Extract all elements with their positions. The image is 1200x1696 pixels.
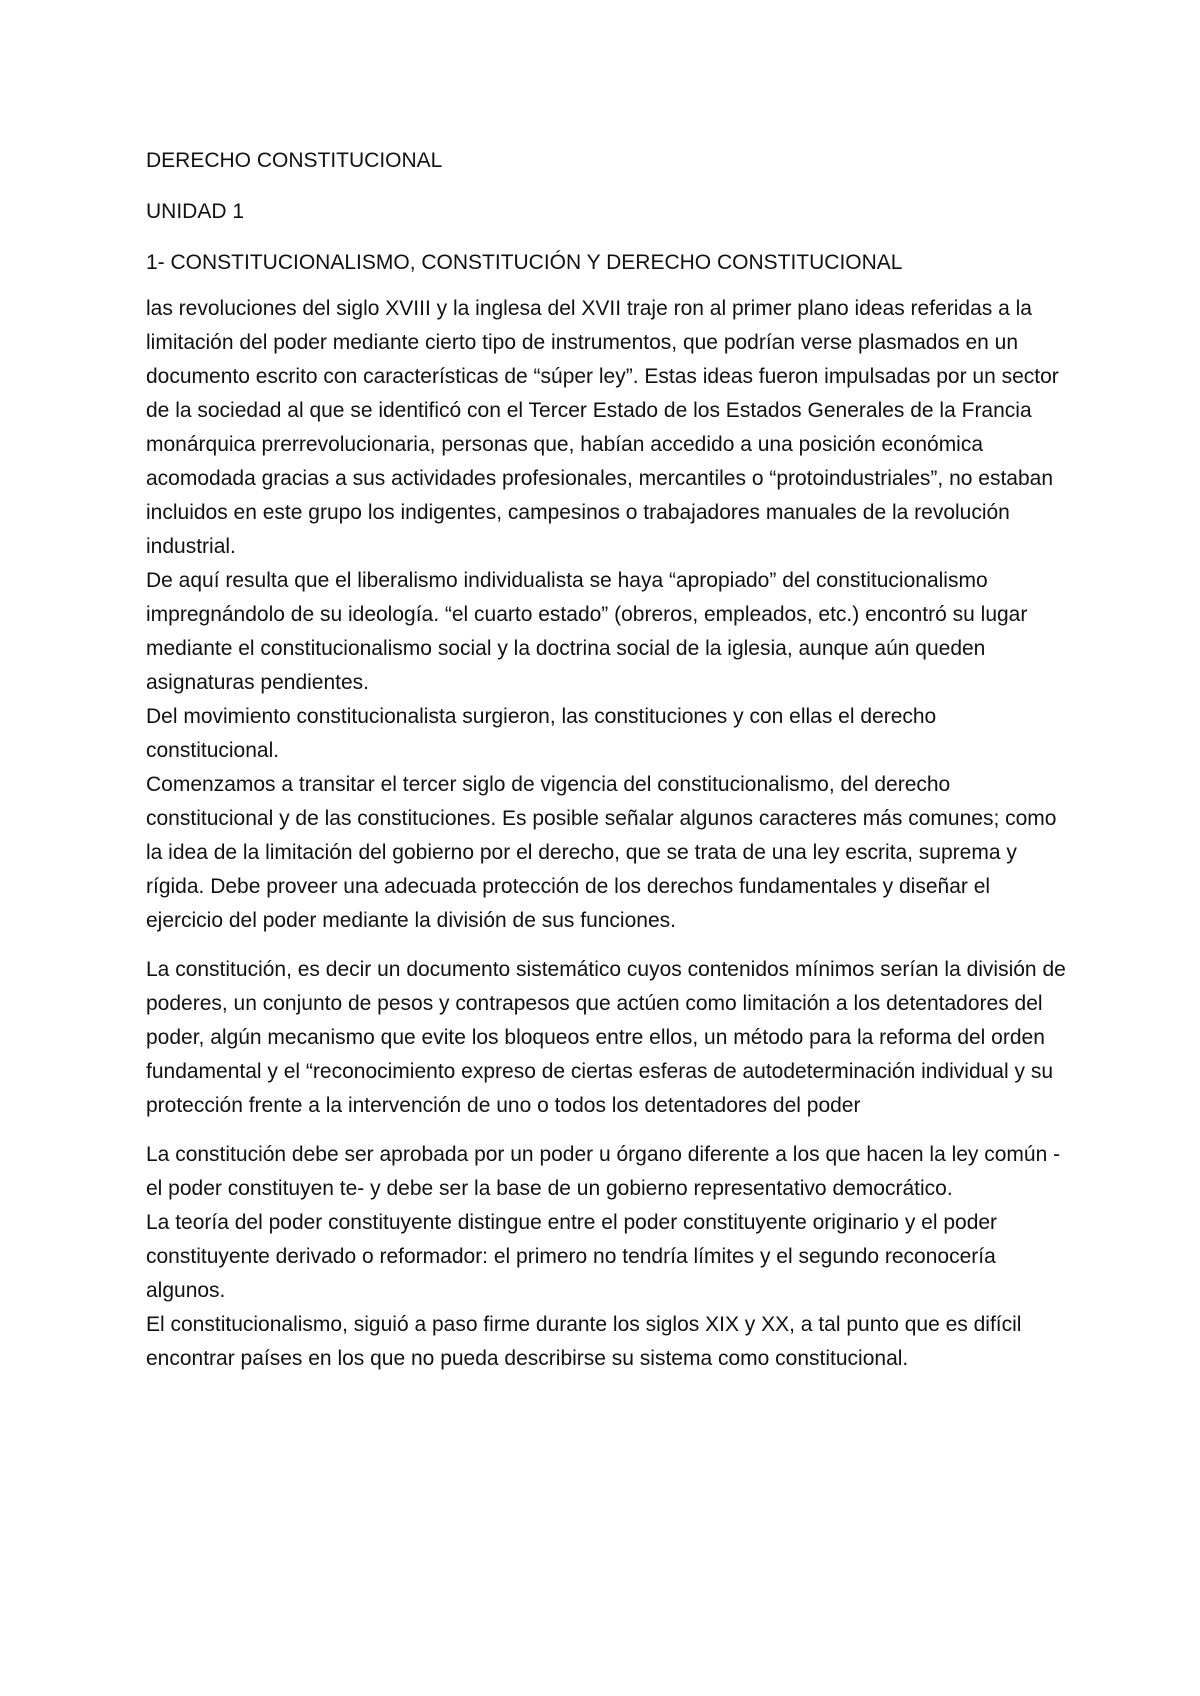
- paragraph-liberalismo: De aquí resulta que el liberalismo individualista se haya “apropiado” del constitucionalismo impregnándolo de su ideología. “el cuarto estado” (obreros, empleados, etc.) encontró su lugar mediante el constitucionalismo social y la doctrina social de la iglesia, aunque aún queden asignaturas pendientes.: [146, 569, 1028, 694]
- paragraph-tercer-siglo: Comenzamos a transitar el tercer siglo de vigencia del constitucionalismo, del derecho constitucional y de las constituciones. Es posible señalar algunos caracteres más comunes; como la idea de la limitación del gobierno por el derecho, que se trata de una ley escrita, suprema y rígida. Debe proveer una adecuada protección de los derechos fundamentales y diseñar el ejercicio del poder mediante la división de sus funciones.: [146, 773, 1057, 932]
- unit-heading: UNIDAD 1: [146, 200, 245, 223]
- paragraph-poder-constituyente: La teoría del poder constituyente distingue entre el poder constituyente originario y el poder constituyente derivado o reformador: el primero no tendría límites y el segundo reconocería algunos.: [146, 1211, 998, 1302]
- section-heading: 1- CONSTITUCIONALISMO, CONSTITUCIÓN Y DERECHO CONSTITUCIONAL: [146, 251, 903, 274]
- paragraph-siglos-xix-xx: El constitucionalismo, siguió a paso firme durante los siglos XIX y XX, a tal punto que es difícil encontrar países en los que no pueda describirse su sistema como constitucional.: [146, 1313, 1022, 1370]
- paragraph-constitucion-aprobada: La constitución debe ser aprobada por un poder u órgano diferente a los que hacen la ley común -el poder constituyen te- y debe ser la base de un gobierno representativo democrático.: [146, 1143, 1061, 1200]
- paragraph-revoluciones: las revoluciones del siglo XVIII y la inglesa del XVII traje ron al primer plano ideas referidas a la limitación del poder mediante cierto tipo de instrumentos, que podrían verse plasmados en un documento escrito con características de “súper ley”. Estas ideas fueron impulsadas por un sector de la sociedad al que se identificó con el Tercer Estado de los Estados Generales de la Francia monárquica prerrevolucionaria, personas que, habían accedido a una posición económica acomodada gracias a sus actividades profesionales, mercantiles o “protoindustriales”, no estaban incluidos en este grupo los indigentes, campesinos o trabajadores manuales de la revolución industrial.: [146, 297, 1059, 558]
- document-body: [146, 144, 1066, 1376]
- document-title: DERECHO CONSTITUCIONAL: [146, 149, 443, 172]
- paragraph-constitucion-documento: La constitución, es decir un documento sistemático cuyos contenidos mínimos serían la división de poderes, un conjunto de pesos y contrapesos que actúen como limitación a los detentadores del poder, algún mecanismo que evite los bloqueos entre ellos, un método para la reforma del orden fundamental y el “reconocimiento expreso de ciertas esferas de autodeterminación individual y su protección frente a la intervención de uno o todos los detentadores del poder: [146, 958, 1066, 1117]
- paragraph-movimiento: Del movimiento constitucionalista surgieron, las constituciones y con ellas el derecho constitucional.: [146, 705, 937, 762]
